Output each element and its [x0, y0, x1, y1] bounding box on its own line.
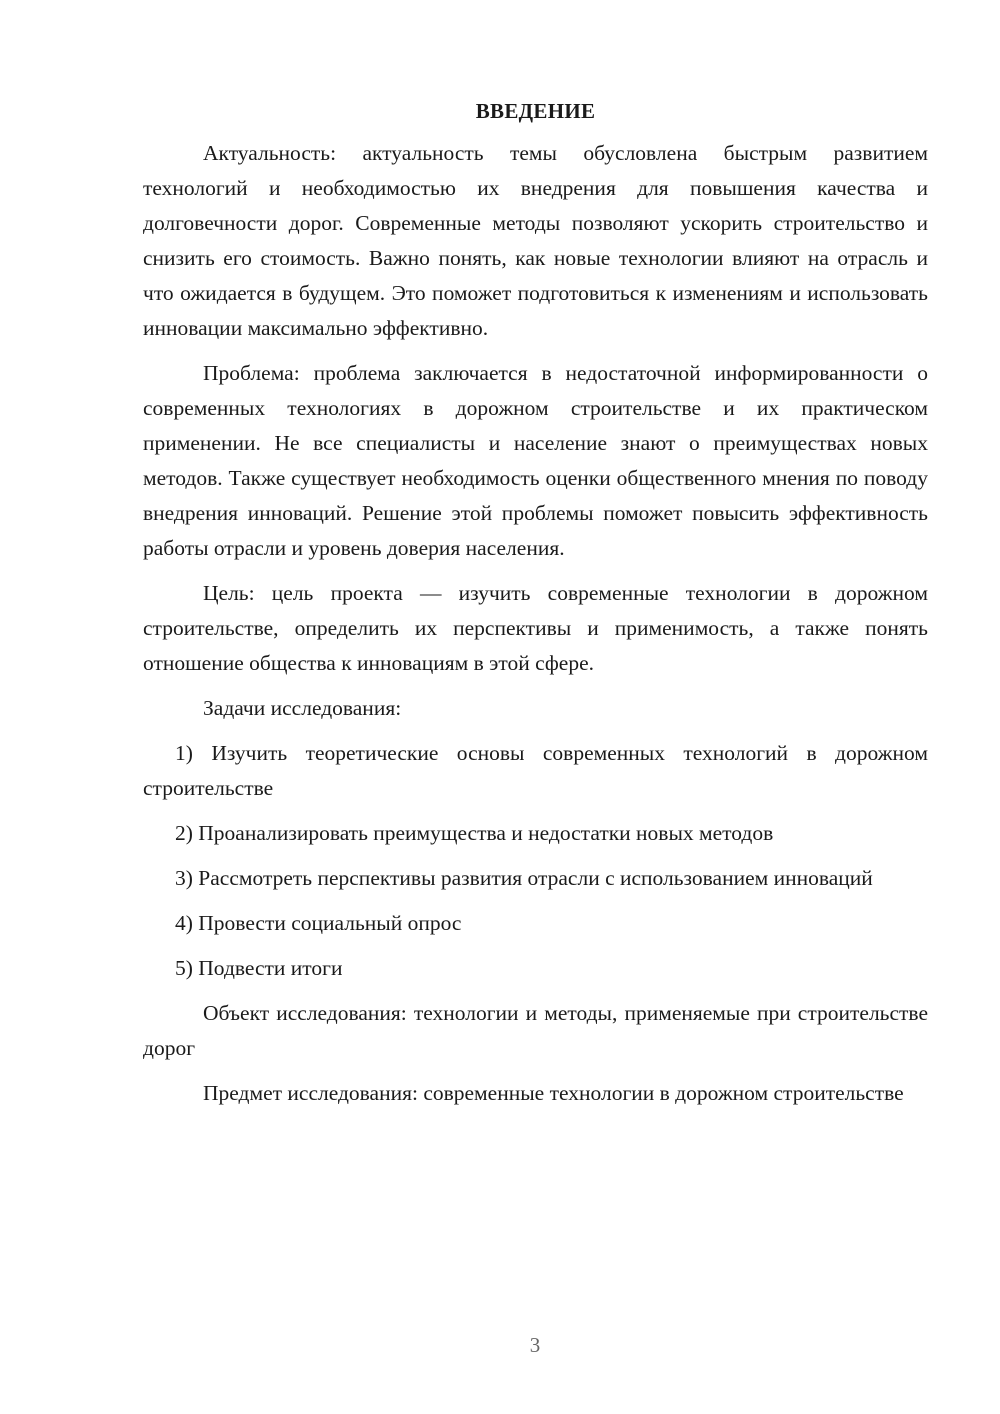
page-title: ВВЕДЕНИЕ — [475, 99, 596, 123]
list-item: 4) Провести социальный опрос — [175, 911, 462, 935]
object-paragraph: Объект исследования: технологии и методы, применяемые при строительстве дорог — [143, 1001, 928, 1060]
list-item: 5) Подвести итоги — [175, 956, 343, 980]
problem-paragraph: Проблема: проблема заключается в недостаточной информированности о современных технологиях в дорожном строительстве и их практическом применении. Не все специалисты и население знают о преимуществах новых методов. Также существует необходимость оценки общественного мнения по поводу внедрения инноваций. Решение этой проблемы поможет повысить эффективность работы отрасли и уровень доверия населения. — [143, 361, 928, 560]
goal-paragraph: Цель: цель проекта — изучить современные технологии в дорожном строительстве, определить их перспективы и применимость, а также понять отношение общества к инновациям в этой сфере. — [143, 581, 928, 675]
list-item: 1) Изучить теоретические основы современных технологий в дорожном строительстве — [143, 741, 928, 800]
tasks-title: Задачи исследования: — [203, 696, 402, 720]
page-number: 3 — [529, 1333, 541, 1357]
relevance-paragraph: Актуальность: актуальность темы обусловлена быстрым развитием технологий и необходимостью их внедрения для повышения качества и долговечности дорог. Современные методы позволяют ускорить строительство и снизить его стоимость. Важно понять, как новые технологии влияют на отрасль и что ожидается в будущем. Это поможет подготовиться к изменениям и использовать инновации максимально эффективно. — [143, 141, 928, 340]
list-item: 3) Рассмотреть перспективы развития отрасли с использованием инноваций — [175, 866, 873, 890]
subject-paragraph: Предмет исследования: современные технологии в дорожном строительстве — [203, 1081, 904, 1105]
tasks-list — [143, 736, 928, 986]
list-item: 2) Проанализировать преимущества и недостатки новых методов — [175, 821, 774, 845]
page-content — [143, 96, 928, 1121]
